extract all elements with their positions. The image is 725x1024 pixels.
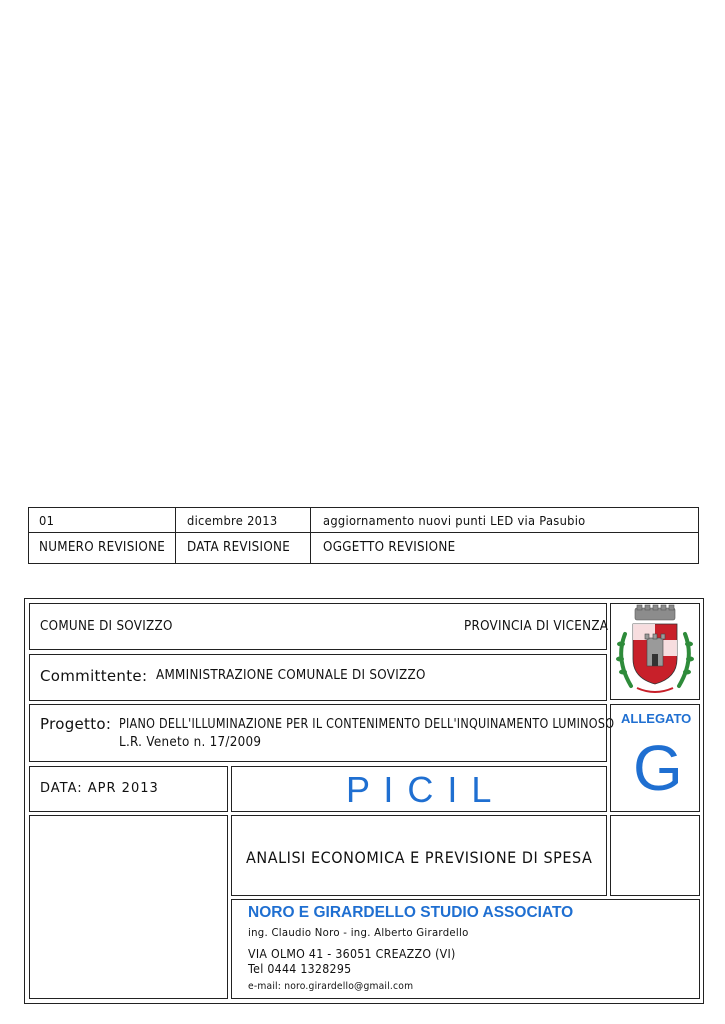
studio-address: VIA OLMO 41 - 36051 CREAZZO (VI) [248, 947, 456, 961]
descrizione-box [231, 815, 607, 896]
data-label: DATA: APR 2013 [40, 781, 159, 796]
revision-col-divider [310, 508, 311, 563]
comune-label: COMUNE DI SOVIZZO [40, 619, 173, 634]
allegato-letter: G [633, 732, 683, 804]
revision-subject: aggiornamento nuovi punti LED via Pasubio [323, 513, 586, 528]
header-oggetto-revisione: OGGETTO REVISIONE [323, 540, 456, 555]
header-data-revisione: DATA REVISIONE [187, 540, 291, 555]
picil-box [231, 766, 607, 812]
header-numero-revisione: NUMERO REVISIONE [39, 540, 166, 555]
revision-col-divider [175, 508, 176, 563]
revision-date: dicembre 2013 [187, 513, 278, 528]
revision-number: 01 [39, 513, 55, 528]
revision-table [28, 507, 699, 564]
picil-title: P I C I L [346, 769, 494, 810]
progetto-line-2: L.R. Veneto n. 17/2009 [119, 735, 262, 750]
committente-value: AMMINISTRAZIONE COMUNALE DI SOVIZZO [156, 668, 426, 683]
allegato-label: ALLEGATO [621, 711, 692, 726]
studio-email: e-mail: noro.girardello@gmail.com [248, 981, 414, 992]
allegato-box [610, 704, 700, 812]
studio-box [231, 899, 700, 999]
blank-box [29, 815, 228, 999]
studio-name: NORO E GIRARDELLO STUDIO ASSOCIATO [248, 904, 574, 921]
blank-right-box [610, 815, 700, 896]
progetto-box [29, 704, 615, 762]
comune-crest-emblem [611, 604, 699, 699]
descrizione-label: ANALISI ECONOMICA E PREVISIONE DI SPESA [246, 848, 593, 867]
studio-engineers: ing. Claudio Noro - ing. Alberto Girardello [248, 926, 469, 939]
progetto-line-1: PIANO DELL'ILLUMINAZIONE PER IL CONTENIMENTO DELL'INQUINAMENTO LUMINOSO [119, 717, 615, 732]
crest-box [610, 603, 700, 700]
provincia-label: PROVINCIA DI VICENZA [464, 619, 609, 634]
data-box [29, 766, 228, 812]
committente-label: Committente: [40, 667, 148, 685]
studio-tel: Tel 0444 1328295 [248, 962, 352, 976]
committente-box [29, 654, 607, 701]
revision-row-divider [29, 532, 698, 533]
comune-box [29, 603, 607, 650]
progetto-label: Progetto: [40, 715, 112, 733]
